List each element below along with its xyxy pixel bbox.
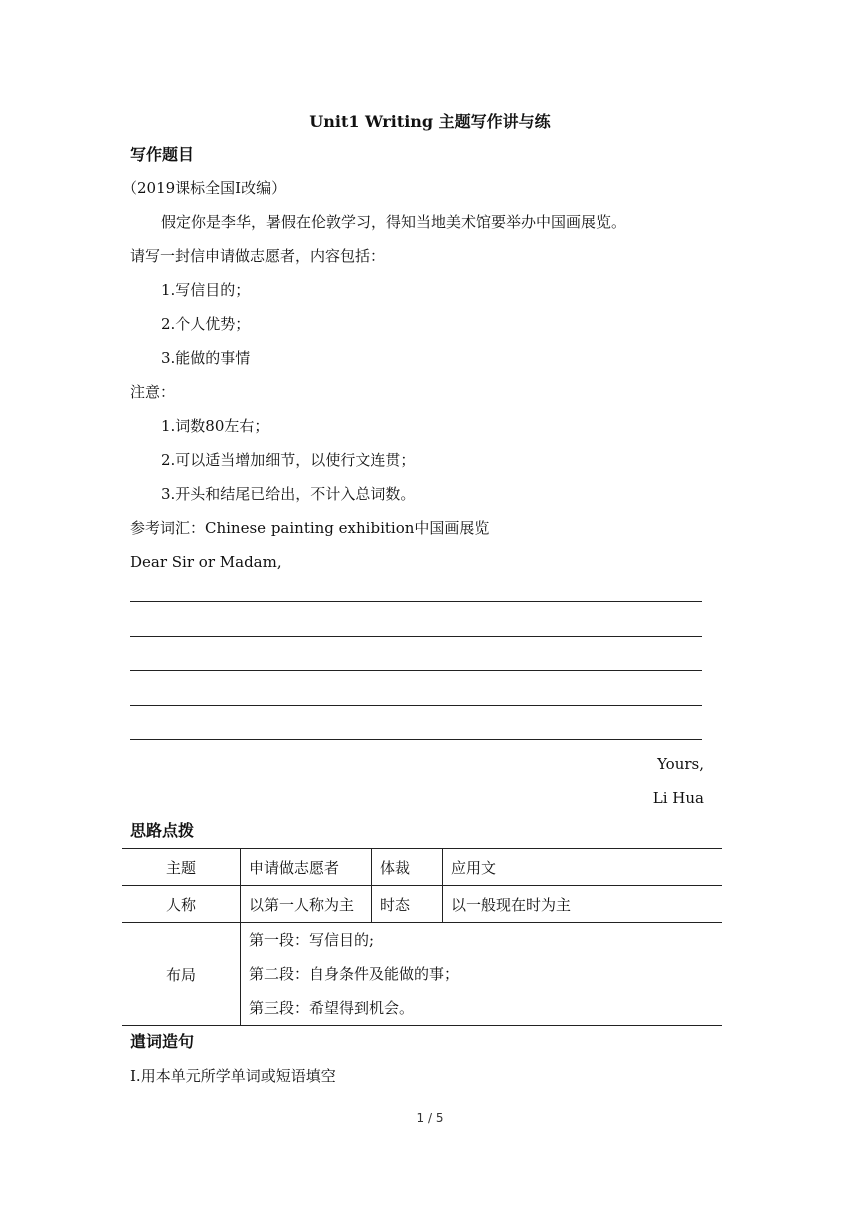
layout-line: 第一段：写信目的; — [249, 931, 375, 949]
prompt-point: 1.写信目的； — [161, 281, 251, 299]
table-cell-key: 时态 — [372, 886, 443, 923]
prompt-intro-line1: 假定你是李华，暑假在伦敦学习，得知当地美术馆要举办中国画展览。 — [161, 213, 627, 231]
prompt-point: 3.能做的事情 — [161, 349, 251, 367]
page-title: Unit1 Writing 主题写作讲与练 — [309, 112, 551, 131]
table-row — [122, 886, 722, 923]
table-cell-value: 应用文 — [443, 849, 723, 886]
table-cell-layout — [241, 923, 723, 1026]
writing-blank-line — [130, 601, 702, 602]
prompt-point: 2.个人优势； — [161, 315, 251, 333]
note-item: 1.词数80左右； — [161, 417, 270, 435]
ideas-heading: 思路点拨 — [130, 821, 195, 840]
prompt-intro-line2: 请写一封信申请做志愿者，内容包括： — [130, 247, 386, 265]
words-subheading: I.用本单元所学单词或短语填空 — [130, 1067, 336, 1085]
table-cell-value: 以第一人称为主 — [241, 886, 372, 923]
prompt-source: （2019课标全国I改编） — [122, 179, 287, 197]
table-cell-value: 以一般现在时为主 — [443, 886, 723, 923]
layout-line: 第二段：自身条件及能做的事； — [249, 965, 460, 983]
words-heading: 遣词造句 — [130, 1032, 195, 1051]
ideas-table — [122, 848, 722, 1026]
letter-signature: Li Hua — [652, 789, 704, 807]
letter-closing: Yours, — [657, 755, 704, 773]
table-cell-key: 主题 — [122, 849, 241, 886]
table-cell-key: 人称 — [122, 886, 241, 923]
page-number: 1 / 5 — [416, 1111, 444, 1125]
prompt-heading: 写作题目 — [130, 145, 195, 164]
note-item: 2.可以适当增加细节，以使行文连贯； — [161, 451, 416, 469]
table-cell-key: 体裁 — [372, 849, 443, 886]
table-row — [122, 849, 722, 886]
writing-blank-line — [130, 705, 702, 706]
table-cell-value: 申请做志愿者 — [241, 849, 372, 886]
writing-blank-line — [130, 636, 702, 637]
table-cell-key: 布局 — [122, 923, 241, 1026]
writing-blank-line — [130, 739, 702, 740]
table-row — [122, 923, 722, 1026]
reference-vocab: 参考词汇：Chinese painting exhibition中国画展览 — [130, 519, 490, 537]
layout-line: 第三段：希望得到机会。 — [249, 999, 415, 1017]
notes-label: 注意： — [130, 383, 176, 401]
note-item: 3.开头和结尾已给出，不计入总词数。 — [161, 485, 416, 503]
writing-blank-line — [130, 670, 702, 671]
letter-salutation: Dear Sir or Madam, — [130, 553, 282, 571]
